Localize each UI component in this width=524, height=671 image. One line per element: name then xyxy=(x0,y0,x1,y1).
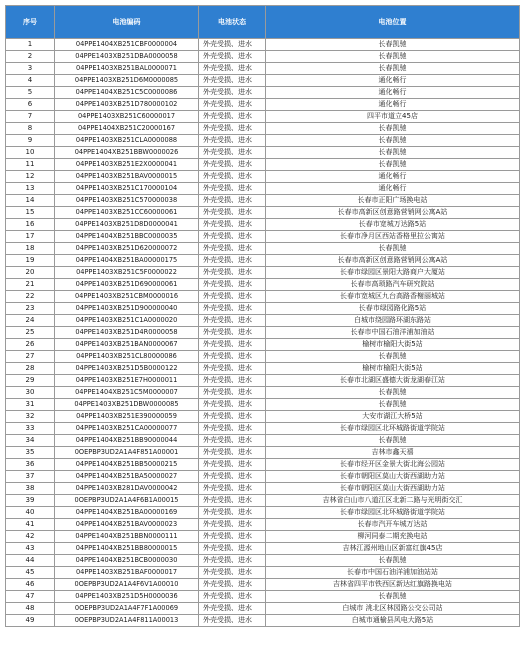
battery-location-cell: 长春凯驰 xyxy=(266,351,520,363)
battery-location-cell: 吉林江源州地山区新富红旗45店 xyxy=(266,543,520,555)
battery-location-cell: 大安市湖江大桥5站 xyxy=(266,411,520,423)
row-no-cell: 49 xyxy=(6,615,55,627)
battery-code-cell: 04PPE1403XB251D780000102 xyxy=(55,99,199,111)
battery-location-cell: 通化畅行 xyxy=(266,183,520,195)
row-no-cell: 40 xyxy=(6,507,55,519)
battery-status-cell: 外壳受损、进水 xyxy=(199,495,266,507)
table-row xyxy=(6,387,520,399)
battery-location-cell: 长春市绿园区北环城路街道学院站 xyxy=(266,507,520,519)
battery-location-cell: 通化畅行 xyxy=(266,87,520,99)
row-no-cell: 43 xyxy=(6,543,55,555)
battery-status-cell: 外壳受损、进水 xyxy=(199,75,266,87)
battery-status-cell: 外壳受损、进水 xyxy=(199,159,266,171)
battery-location-cell: 长春凯驰 xyxy=(266,159,520,171)
row-no-cell: 12 xyxy=(6,171,55,183)
battery-code-cell: 0OEPBP3UD2A1A4F7F1A00069 xyxy=(55,603,199,615)
battery-code-cell: 0OEPBP3UD2A1A4F6B1A00015 xyxy=(55,495,199,507)
battery-status-cell: 外壳受损、进水 xyxy=(199,207,266,219)
battery-location-cell: 吉林市鑫天禧 xyxy=(266,447,520,459)
row-no-cell: 19 xyxy=(6,255,55,267)
battery-location-cell: 白城市绕园路环湖东路站 xyxy=(266,315,520,327)
header-location: 电池位置 xyxy=(266,6,520,39)
header-code: 电池编码 xyxy=(55,6,199,39)
table-row xyxy=(6,375,520,387)
battery-table xyxy=(5,5,520,627)
header-no: 序号 xyxy=(6,6,55,39)
battery-code-cell: 04PPE1403XB251BAF0000017 xyxy=(55,567,199,579)
battery-code-cell: 04PPE1404XB251BA00000175 xyxy=(55,255,199,267)
battery-code-cell: 04PPE1403XB251CBM0000016 xyxy=(55,291,199,303)
table-row xyxy=(6,195,520,207)
row-no-cell: 29 xyxy=(6,375,55,387)
row-no-cell: 7 xyxy=(6,111,55,123)
battery-location-cell: 长春凯驰 xyxy=(266,63,520,75)
battery-code-cell: 04PPE1403XB251C170000104 xyxy=(55,183,199,195)
row-no-cell: 22 xyxy=(6,291,55,303)
table-row xyxy=(6,531,520,543)
table-row xyxy=(6,543,520,555)
table-row xyxy=(6,579,520,591)
table-row xyxy=(6,567,520,579)
table-row xyxy=(6,159,520,171)
battery-status-cell: 外壳受损、进水 xyxy=(199,387,266,399)
table-row xyxy=(6,123,520,135)
battery-code-cell: 04PPE1403XB251D690000061 xyxy=(55,279,199,291)
table-row xyxy=(6,447,520,459)
battery-code-cell: 04PPE1403XB251CL80000086 xyxy=(55,351,199,363)
battery-status-cell: 外壳受损、进水 xyxy=(199,123,266,135)
battery-location-cell: 通化畅行 xyxy=(266,99,520,111)
battery-status-cell: 外壳受损、进水 xyxy=(199,339,266,351)
row-no-cell: 3 xyxy=(6,63,55,75)
battery-status-cell: 外壳受损、进水 xyxy=(199,471,266,483)
battery-location-cell: 长春市经开区金景大街北海公园站 xyxy=(266,459,520,471)
table-row xyxy=(6,363,520,375)
battery-code-cell: 04PPE1403XB251D5B0000122 xyxy=(55,363,199,375)
row-no-cell: 6 xyxy=(6,99,55,111)
battery-code-cell: 04PPE1403XB251C5F0000022 xyxy=(55,267,199,279)
table-body xyxy=(6,39,520,627)
battery-location-cell: 长春市朝阳区莫山大街西湖助力站 xyxy=(266,471,520,483)
battery-location-cell: 长春凯驰 xyxy=(266,243,520,255)
row-no-cell: 17 xyxy=(6,231,55,243)
row-no-cell: 42 xyxy=(6,531,55,543)
battery-code-cell: 04PPE1404XB251BBN0000111 xyxy=(55,531,199,543)
battery-status-cell: 外壳受损、进水 xyxy=(199,243,266,255)
row-no-cell: 32 xyxy=(6,411,55,423)
row-no-cell: 37 xyxy=(6,471,55,483)
battery-location-cell: 四平市道立45店 xyxy=(266,111,520,123)
table-row xyxy=(6,435,520,447)
battery-status-cell: 外壳受损、进水 xyxy=(199,435,266,447)
battery-status-cell: 外壳受损、进水 xyxy=(199,267,266,279)
battery-code-cell: 04PPE1403XB251E390000059 xyxy=(55,411,199,423)
battery-status-cell: 外壳受损、进水 xyxy=(199,327,266,339)
battery-code-cell: 0OEPBP3UD2A1A4F6V1A00010 xyxy=(55,579,199,591)
battery-location-cell: 长春凯驰 xyxy=(266,555,520,567)
battery-status-cell: 外壳受损、进水 xyxy=(199,63,266,75)
battery-code-cell: 0OEPBP3UD2A1A4F811A00013 xyxy=(55,615,199,627)
battery-location-cell: 通化畅行 xyxy=(266,171,520,183)
battery-location-cell: 长春市汽开车城万达站 xyxy=(266,519,520,531)
table-row xyxy=(6,615,520,627)
table-row xyxy=(6,519,520,531)
battery-location-cell: 长春市宽城区九台高路香榭丽城站 xyxy=(266,291,520,303)
battery-status-cell: 外壳受损、进水 xyxy=(199,543,266,555)
table-row xyxy=(6,327,520,339)
battery-location-cell: 长春市高琐路汽车研究院站 xyxy=(266,279,520,291)
battery-code-cell: 04PPE1404XB251BA00000169 xyxy=(55,507,199,519)
row-no-cell: 47 xyxy=(6,591,55,603)
battery-code-cell: 04PPE1403XB251D620000072 xyxy=(55,243,199,255)
battery-location-cell: 长春市绿园路化路5站 xyxy=(266,303,520,315)
battery-status-cell: 外壳受损、进水 xyxy=(199,399,266,411)
battery-location-cell: 柳河同泰二期充换电站 xyxy=(266,531,520,543)
battery-status-cell: 外壳受损、进水 xyxy=(199,219,266,231)
table-row xyxy=(6,219,520,231)
row-no-cell: 4 xyxy=(6,75,55,87)
row-no-cell: 45 xyxy=(6,567,55,579)
battery-code-cell: 04PPE1403XB251CLA0000088 xyxy=(55,135,199,147)
battery-code-cell: 04PPE1404XB251BB90000044 xyxy=(55,435,199,447)
battery-code-cell: 04PPE1403XB251BAL0000071 xyxy=(55,63,199,75)
table-row xyxy=(6,279,520,291)
battery-location-cell: 长春凯驰 xyxy=(266,51,520,63)
battery-status-cell: 外壳受损、进水 xyxy=(199,87,266,99)
battery-status-cell: 外壳受损、进水 xyxy=(199,135,266,147)
battery-status-cell: 外壳受损、进水 xyxy=(199,171,266,183)
battery-location-cell: 长春市高新区创意路营销网公寓A站 xyxy=(266,255,520,267)
table-row xyxy=(6,147,520,159)
row-no-cell: 5 xyxy=(6,87,55,99)
battery-status-cell: 外壳受损、进水 xyxy=(199,555,266,567)
row-no-cell: 38 xyxy=(6,483,55,495)
battery-code-cell: 04PPE1404XB251BBW0000026 xyxy=(55,147,199,159)
battery-location-cell: 榆树市榆阳大街5站 xyxy=(266,339,520,351)
table-row xyxy=(6,303,520,315)
battery-location-cell: 长春市中国石油洋浦加油站 xyxy=(266,327,520,339)
row-no-cell: 11 xyxy=(6,159,55,171)
row-no-cell: 21 xyxy=(6,279,55,291)
battery-code-cell: 04PPE1404XB251BCB0000030 xyxy=(55,555,199,567)
battery-location-cell: 长春凯驰 xyxy=(266,435,520,447)
table-row xyxy=(6,171,520,183)
battery-status-cell: 外壳受损、进水 xyxy=(199,579,266,591)
battery-location-cell: 长春凯驰 xyxy=(266,387,520,399)
table-header-row xyxy=(6,6,520,39)
battery-code-cell: 04PPE1403XB251D8D0000041 xyxy=(55,219,199,231)
row-no-cell: 34 xyxy=(6,435,55,447)
battery-code-cell: 04PPE1403XB251DBW0000085 xyxy=(55,399,199,411)
table-row xyxy=(6,459,520,471)
table-row xyxy=(6,411,520,423)
battery-code-cell: 04PPE1403XB251CA00000077 xyxy=(55,423,199,435)
battery-status-cell: 外壳受损、进水 xyxy=(199,483,266,495)
battery-status-cell: 外壳受损、进水 xyxy=(199,375,266,387)
row-no-cell: 27 xyxy=(6,351,55,363)
table-row xyxy=(6,315,520,327)
battery-status-cell: 外壳受损、进水 xyxy=(199,423,266,435)
battery-location-cell: 榆树市榆阳大街5站 xyxy=(266,363,520,375)
battery-location-cell: 通化畅行 xyxy=(266,75,520,87)
battery-code-cell: 04PPE1404XB251CBF0000004 xyxy=(55,39,199,51)
battery-code-cell: 04PPE1403XB251C570000038 xyxy=(55,195,199,207)
battery-status-cell: 外壳受损、进水 xyxy=(199,507,266,519)
battery-status-cell: 外壳受损、进水 xyxy=(199,363,266,375)
battery-location-cell: 长春市净月区西站香格里拉公寓站 xyxy=(266,231,520,243)
battery-code-cell: 04PPE1404XB251BAV0000023 xyxy=(55,519,199,531)
battery-location-cell: 长春市中国石油洋浦加油站站 xyxy=(266,567,520,579)
battery-code-cell: 04PPE1404XB251BB80000015 xyxy=(55,543,199,555)
battery-location-cell: 长春凯驰 xyxy=(266,591,520,603)
row-no-cell: 24 xyxy=(6,315,55,327)
table-row xyxy=(6,183,520,195)
battery-location-cell: 长春凯驰 xyxy=(266,123,520,135)
battery-status-cell: 外壳受损、进水 xyxy=(199,603,266,615)
battery-status-cell: 外壳受损、进水 xyxy=(199,147,266,159)
battery-code-cell: 04PPE1403XB251C1A0000020 xyxy=(55,315,199,327)
battery-location-cell: 长春凯驰 xyxy=(266,135,520,147)
row-no-cell: 18 xyxy=(6,243,55,255)
battery-status-cell: 外壳受损、进水 xyxy=(199,531,266,543)
table-row xyxy=(6,207,520,219)
row-no-cell: 26 xyxy=(6,339,55,351)
table-row xyxy=(6,291,520,303)
table-row xyxy=(6,471,520,483)
row-no-cell: 16 xyxy=(6,219,55,231)
battery-code-cell: 04PPE1403XB281DAV0000042 xyxy=(55,483,199,495)
battery-status-cell: 外壳受损、进水 xyxy=(199,291,266,303)
table-row xyxy=(6,351,520,363)
table-row xyxy=(6,495,520,507)
table-row xyxy=(6,399,520,411)
row-no-cell: 10 xyxy=(6,147,55,159)
table-row xyxy=(6,507,520,519)
row-no-cell: 15 xyxy=(6,207,55,219)
battery-code-cell: 04PPE1403XB251E7H0000011 xyxy=(55,375,199,387)
battery-status-cell: 外壳受损、进水 xyxy=(199,411,266,423)
battery-status-cell: 外壳受损、进水 xyxy=(199,183,266,195)
battery-code-cell: 04PPE1404XB251C20000167 xyxy=(55,123,199,135)
battery-location-cell: 长春市北湖区盛德大街龙湖春江站 xyxy=(266,375,520,387)
battery-status-cell: 外壳受损、进水 xyxy=(199,39,266,51)
table-row xyxy=(6,63,520,75)
battery-status-cell: 外壳受损、进水 xyxy=(199,615,266,627)
table-row xyxy=(6,51,520,63)
battery-status-cell: 外壳受损、进水 xyxy=(199,195,266,207)
battery-status-cell: 外壳受损、进水 xyxy=(199,459,266,471)
battery-location-cell: 长春凯驰 xyxy=(266,39,520,51)
battery-code-cell: 04PPE1404XB251C5M0000007 xyxy=(55,387,199,399)
battery-status-cell: 外壳受损、进水 xyxy=(199,279,266,291)
battery-status-cell: 外壳受损、进水 xyxy=(199,111,266,123)
battery-code-cell: 04PPE1404XB251BA50000027 xyxy=(55,471,199,483)
row-no-cell: 9 xyxy=(6,135,55,147)
battery-status-cell: 外壳受损、进水 xyxy=(199,303,266,315)
row-no-cell: 35 xyxy=(6,447,55,459)
row-no-cell: 30 xyxy=(6,387,55,399)
table-row xyxy=(6,135,520,147)
battery-location-cell: 长春市绿园区景阳大路商户大厦站 xyxy=(266,267,520,279)
table-row xyxy=(6,555,520,567)
row-no-cell: 44 xyxy=(6,555,55,567)
battery-location-cell: 白城市通榆县风电大路5站 xyxy=(266,615,520,627)
battery-code-cell: 04PPE1403XB251BAN0000067 xyxy=(55,339,199,351)
row-no-cell: 48 xyxy=(6,603,55,615)
table-row xyxy=(6,39,520,51)
battery-location-cell: 吉林省四平市铁西区新达红旗路换电站 xyxy=(266,579,520,591)
battery-code-cell: 04PPE1403XB251D6M0000085 xyxy=(55,75,199,87)
row-no-cell: 46 xyxy=(6,579,55,591)
row-no-cell: 33 xyxy=(6,423,55,435)
battery-status-cell: 外壳受损、进水 xyxy=(199,51,266,63)
row-no-cell: 36 xyxy=(6,459,55,471)
battery-code-cell: 04PPE1403XB251D900000040 xyxy=(55,303,199,315)
table-row xyxy=(6,423,520,435)
battery-location-cell: 长春市高新区创意路营销网公寓A站 xyxy=(266,207,520,219)
battery-code-cell: 04PPE1403XB251D4R0000058 xyxy=(55,327,199,339)
battery-code-cell: 04PPE1403XB251D5H0000036 xyxy=(55,591,199,603)
table-row xyxy=(6,483,520,495)
row-no-cell: 1 xyxy=(6,39,55,51)
row-no-cell: 39 xyxy=(6,495,55,507)
battery-location-cell: 白城市 洮北区林园路公交公司站 xyxy=(266,603,520,615)
header-status: 电池状态 xyxy=(199,6,266,39)
battery-location-cell: 长春市朝阳区莫山大街西湖助力站 xyxy=(266,483,520,495)
battery-code-cell: 04PPE1403XB251C60000017 xyxy=(55,111,199,123)
battery-status-cell: 外壳受损、进水 xyxy=(199,567,266,579)
row-no-cell: 20 xyxy=(6,267,55,279)
table-row xyxy=(6,111,520,123)
table-row xyxy=(6,591,520,603)
battery-status-cell: 外壳受损、进水 xyxy=(199,231,266,243)
battery-code-cell: 0OEPBP3UD2A1A4F851A00001 xyxy=(55,447,199,459)
row-no-cell: 41 xyxy=(6,519,55,531)
battery-status-cell: 外壳受损、进水 xyxy=(199,519,266,531)
battery-status-cell: 外壳受损、进水 xyxy=(199,351,266,363)
battery-code-cell: 04PPE1403XB251BAV0000015 xyxy=(55,171,199,183)
table-row xyxy=(6,243,520,255)
table-row xyxy=(6,75,520,87)
battery-code-cell: 04PPE1403XB251DBA0000058 xyxy=(55,51,199,63)
battery-status-cell: 外壳受损、进水 xyxy=(199,255,266,267)
battery-location-cell: 长春市正阳广场换电站 xyxy=(266,195,520,207)
battery-code-cell: 04PPE1403XB251E2X0000041 xyxy=(55,159,199,171)
table-row xyxy=(6,231,520,243)
battery-location-cell: 长春市绿园区北环城路街道学院站 xyxy=(266,423,520,435)
battery-code-cell: 04PPE1403XB251CC60000061 xyxy=(55,207,199,219)
table-row xyxy=(6,87,520,99)
battery-code-cell: 04PPE1404XB251BB50000215 xyxy=(55,459,199,471)
row-no-cell: 31 xyxy=(6,399,55,411)
battery-location-cell: 长春凯驰 xyxy=(266,399,520,411)
battery-location-cell: 长春市宽城万达路5站 xyxy=(266,219,520,231)
row-no-cell: 25 xyxy=(6,327,55,339)
battery-status-cell: 外壳受损、进水 xyxy=(199,591,266,603)
battery-status-cell: 外壳受损、进水 xyxy=(199,315,266,327)
row-no-cell: 13 xyxy=(6,183,55,195)
table-row xyxy=(6,603,520,615)
battery-code-cell: 04PPE1404XB251BBC0000035 xyxy=(55,231,199,243)
battery-status-cell: 外壳受损、进水 xyxy=(199,99,266,111)
row-no-cell: 8 xyxy=(6,123,55,135)
row-no-cell: 14 xyxy=(6,195,55,207)
battery-code-cell: 04PPE1404XB251C5C0000086 xyxy=(55,87,199,99)
table-row xyxy=(6,267,520,279)
battery-status-cell: 外壳受损、进水 xyxy=(199,447,266,459)
table-row xyxy=(6,255,520,267)
table-row xyxy=(6,99,520,111)
battery-table-container xyxy=(5,5,519,627)
table-row xyxy=(6,339,520,351)
battery-location-cell: 吉林省白山市八道江区北新二路与光明街交汇 xyxy=(266,495,520,507)
row-no-cell: 28 xyxy=(6,363,55,375)
row-no-cell: 2 xyxy=(6,51,55,63)
battery-location-cell: 长春凯驰 xyxy=(266,147,520,159)
row-no-cell: 23 xyxy=(6,303,55,315)
